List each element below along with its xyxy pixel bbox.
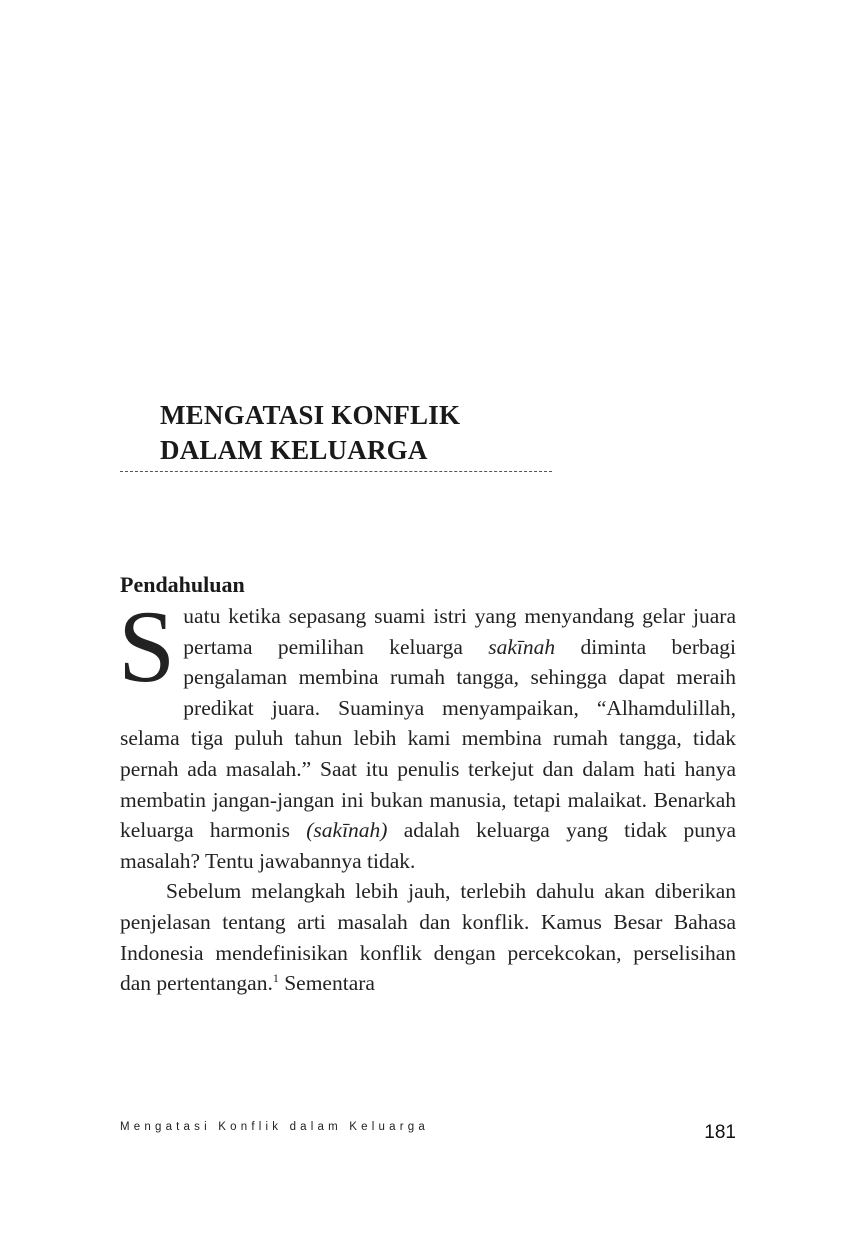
paragraph-1-italic-b: (sakīnah): [306, 818, 388, 843]
drop-cap: S: [118, 590, 176, 704]
chapter-title: [160, 398, 460, 468]
page-number: 181: [704, 1122, 736, 1143]
running-footer-title: Mengatasi Konflik dalam Keluarga: [120, 1121, 429, 1133]
paragraph-1-text-a: uatu ketika sepasang suami istri yang menyandang gelar juara pertama pemilihan keluarga: [183, 604, 736, 659]
section-heading: Pendahuluan: [120, 572, 245, 597]
paragraph-2: [120, 876, 736, 998]
title-divider: [120, 471, 552, 472]
footnote-reference[interactable]: 1: [272, 970, 279, 985]
chapter-title-line-2: DALAM KELUARGA: [160, 435, 428, 465]
paragraph-2-text-after: Sementara: [278, 971, 375, 996]
paragraph-2-text: Sebelum melangkah lebih jauh, terlebih dahulu akan diberikan penjelasan tentang arti masalah dan konflik. Kamus Besar Bahasa Indonesia mendefinisikan konflik dengan percekcokan, perselisihan dan pertentangan.: [120, 879, 736, 996]
paragraph-1-text-b: diminta berbagi pengalaman membina rumah tangga, sehingga dapat meraih predikat juara. Suaminya menyampaikan, “Alhamdulillah, selama tiga puluh tahun lebih kami membina rumah tangga, tidak pernah ada masalah.” Saat itu penulis terkejut dan dalam hati hanya membatin jangan-jangan ini bukan manusia, tetapi malaikat. Benarkah keluarga harmonis: [120, 634, 737, 843]
paragraph-1: [118, 590, 737, 876]
chapter-title-line-1: MENGATASI KONFLIK: [160, 400, 461, 430]
paragraph-1-text-c: adalah keluarga yang tidak punya masalah? Tentu jawabannya tidak.: [120, 818, 736, 873]
paragraph-1-italic-a: sakīnah: [488, 634, 556, 659]
body-text: [118, 590, 737, 999]
